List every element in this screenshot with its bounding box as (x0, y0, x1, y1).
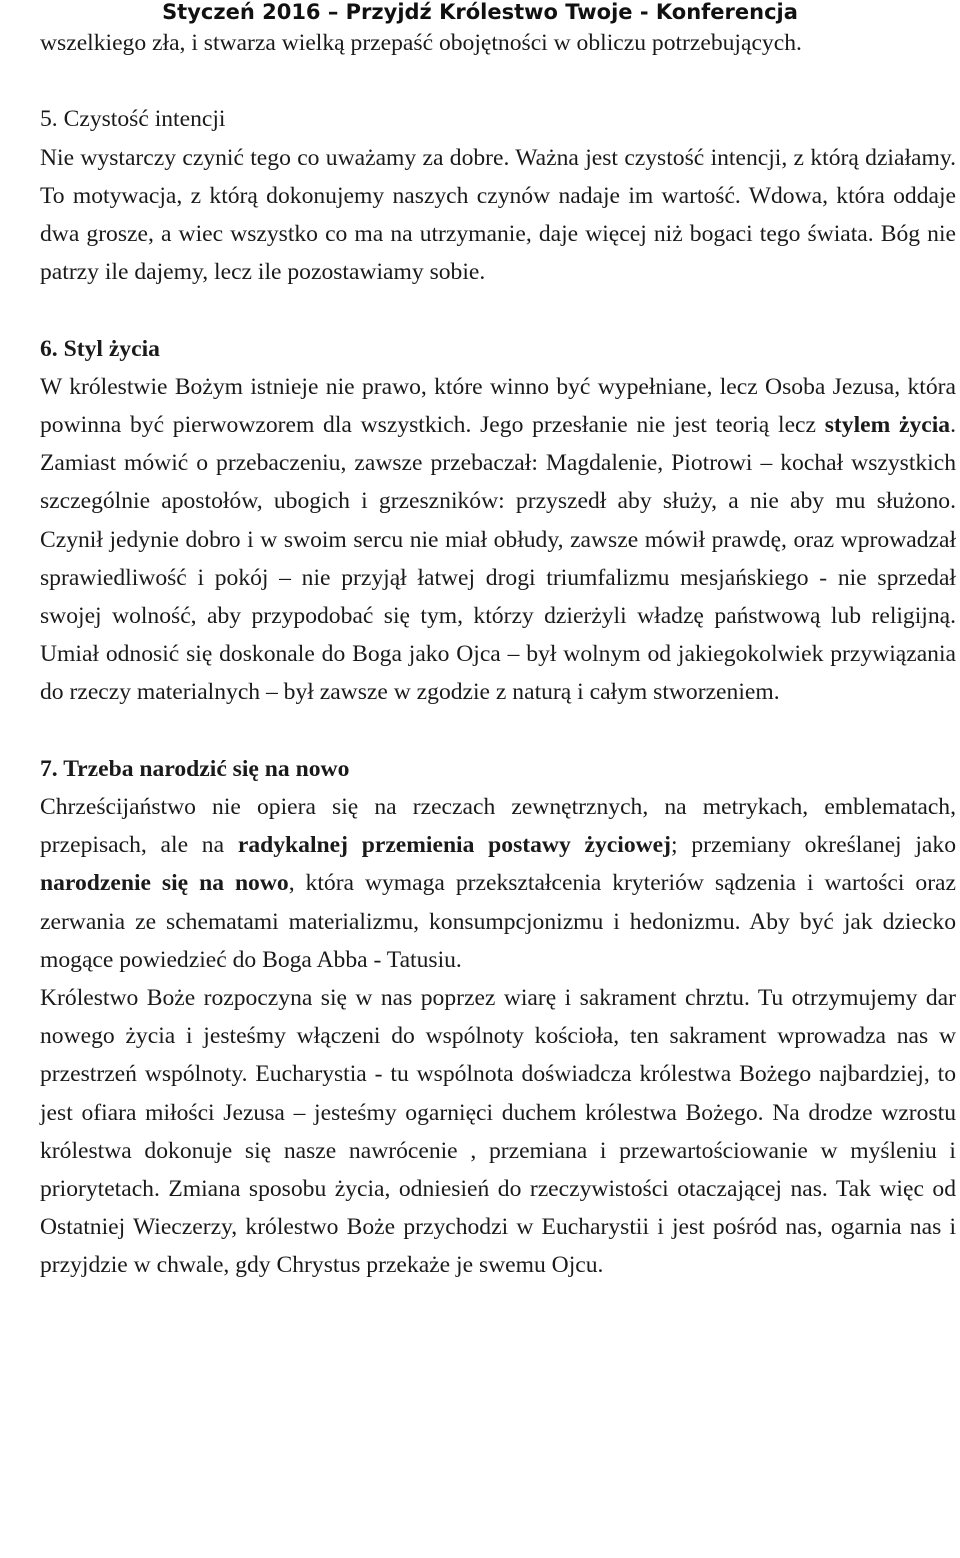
section-7-paragraph-1 (40, 788, 956, 979)
spacer (40, 712, 956, 750)
spacer (40, 62, 956, 100)
section-7-paragraph-2: Królestwo Boże rozpoczyna się w nas poprzez wiarę i sakrament chrztu. Tu otrzymujemy dar nowego życia i jesteśmy włączeni do wspólnoty kościoła, ten sakrament wprowadza nas w przestrzeń wspólnoty. Eucharystia - tu wspólnota doświadcza królestwa Bożego najbardziej, to jest ofiara miłości Jezusa – jesteśmy ogarnięci duchem królestwa Bożego. Na drodze wzrostu królestwa dokonuje się nasze nawrócenie , przemiana i przewartościowanie w myśleniu i priorytetach. Zmiana sposobu życia, odniesień do rzeczywistości otaczającej nas. Tak więc od Ostatniej Wieczerzy, królestwo Boże przychodzi w Eucharystii i jest pośród nas, ogarnia nas i przyjdzie w chwale, gdy Chrystus przekaże je swemu Ojcu. (40, 985, 956, 1279)
section-7-heading (40, 750, 956, 788)
section-number: 5. (40, 106, 58, 133)
text-run: ; przemiany określanej jako (671, 832, 956, 859)
bold-text: radykalnej przemienia postawy życiowej (237, 832, 671, 859)
section-6-heading (40, 330, 956, 368)
text-run: . Zamiast mówić o przebaczeniu, zawsze przebaczał: Magdalenie, Piotrowi – kochał wszystkich szczególnie apostołów, ubogich i grzeszników: przyszedł aby służy, a nie aby mu służono. Czynił jedynie dobro i w swoim sercu nie miał obłudy, zawsze mówił prawdę, oraz wprowadzał sprawiedliwość i pokój – nie przyjął łatwej drogi triumfalizmu mesjańskiego - nie sprzedał swojej wolność, aby przypodobać się tym, którzy dzierżyli władzę państwową lub religijną. Umiał odnosić się doskonale do Boga jako Ojca – był wolnym od jakiegokolwiek przywiązania do rzeczy materialnych – był zawsze w zgodzie z naturą i całym stworzeniem. (40, 412, 956, 706)
text-run: , która wymaga przekształcenia kryteriów sądzenia i wartości oraz zerwania ze schematami materializmu, konsumpcjonizmu i hedonizmu. Aby być jak dziecko mogące powiedzieć do Boga Abba - Tatusiu. (40, 870, 956, 973)
intro-paragraph: wszelkiego zła, i stwarza wielką przepaść obojętności w obliczu potrzebujących. (40, 30, 802, 56)
document-body (40, 24, 956, 1285)
text-run: Chrześcijaństwo nie opiera się na rzeczach zewnętrznych, na metrykach, emblematach, przepisach, ale na (40, 794, 956, 859)
section-title: Trzeba narodzić się na nowo (63, 755, 350, 782)
section-title: Styl życia (63, 335, 160, 362)
text-run: W królestwie Bożym istnieje nie prawo, które winno być wypełniane, lecz Osoba Jezusa, która powinna być pierwowzorem dla wszystkich. Jego przesłanie nie jest teorią lecz (40, 373, 956, 438)
section-number: 7. (40, 755, 58, 782)
spacer (40, 291, 956, 329)
section-5-heading (40, 100, 956, 138)
bold-text: stylem życia (824, 412, 951, 438)
section-number: 6. (40, 335, 58, 362)
section-6-paragraph (40, 368, 956, 712)
section-title: Czystość intencji (63, 106, 226, 133)
bold-text: narodzenie się na nowo (40, 870, 289, 897)
section-5-paragraph: Nie wystarczy czynić tego co uważamy za dobre. Ważna jest czystość intencji, z którą działamy. To motywacja, z którą dokonujemy naszych czynów nadaje im wartość. Wdowa, która oddaje dwa grosze, a wiec wszystko co ma na utrzymanie, daje więcej niż bogaci tego świata. Bóg nie patrzy ile dajemy, lecz ile pozostawiamy sobie. (40, 144, 956, 286)
page-header: Styczeń 2016 – Przyjdź Królestwo Twoje - Konferencja (162, 0, 798, 24)
